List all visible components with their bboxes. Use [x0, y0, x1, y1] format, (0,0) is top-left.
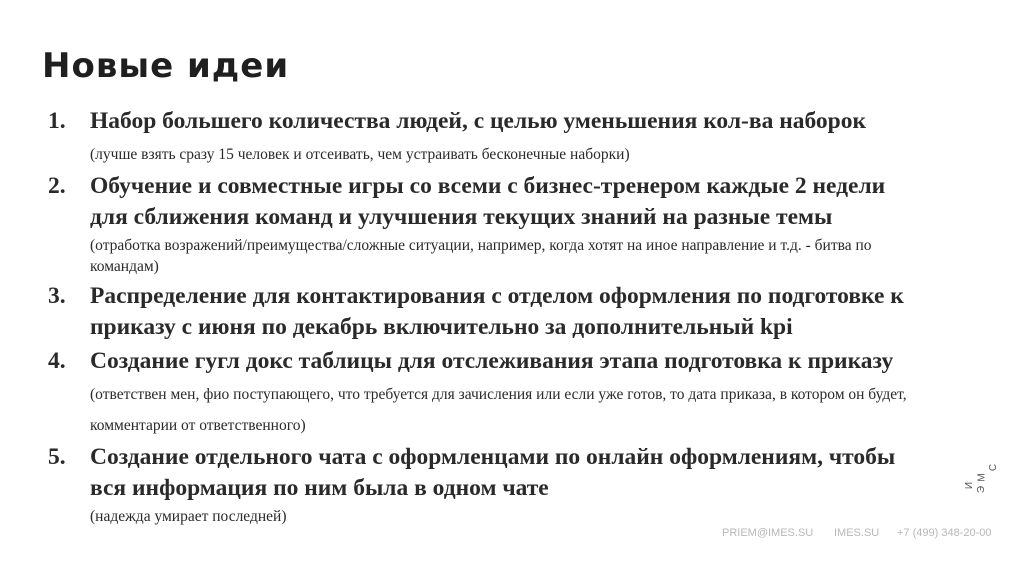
- item-note: (надежда умирает последней): [90, 508, 287, 525]
- slide-title: Новые идеи: [42, 46, 290, 86]
- list-item: [48, 346, 908, 439]
- logo-letter: М: [976, 473, 988, 482]
- item-number: 5.: [48, 444, 66, 470]
- footer-site-link[interactable]: IMES.SU: [834, 527, 880, 539]
- item-number: 3.: [48, 283, 66, 309]
- item-number: 1.: [48, 108, 66, 134]
- item-text: Обучение и совместные игры со всеми с бизнес-тренером каждые 2 недели для сближения команд и улучшения текущих знаний на разные темы: [90, 173, 886, 230]
- footer-phone: +7 (499) 348-20-00: [897, 527, 992, 539]
- item-text: Создание отдельного чата с оформленцами по онлайн оформлениям, чтобы вся информация по ним была в одном чате: [90, 444, 896, 501]
- imes-logo: [964, 450, 1000, 510]
- logo-letter: И: [964, 481, 976, 490]
- ideas-list: [48, 106, 908, 531]
- item-text: Создание гугл докс таблицы для отслеживания этапа подготовка к приказу: [90, 348, 894, 374]
- list-item: [48, 442, 908, 527]
- item-note: (лучше взять сразу 15 человек и отсеивать, чем устраивать бесконечные наборки): [90, 146, 630, 163]
- item-note: (ответствен мен, фио поступающего, что требуется для зачисления или если уже готов, то дата приказа, в котором он будет, комментарии от ответственного): [90, 386, 907, 434]
- item-number: 2.: [48, 173, 66, 199]
- list-item: [48, 281, 908, 343]
- item-number: 4.: [48, 348, 66, 374]
- item-note: (отработка возражений/преимущества/сложные ситуации, например, когда хотят на иное направление и т.д. - битва по командам): [90, 237, 872, 275]
- item-text: Набор большего количества людей, с целью уменьшения кол-ва наборок: [90, 108, 867, 134]
- list-item: [48, 106, 908, 168]
- footer-email-link[interactable]: PRIEM@IMES.SU: [722, 527, 814, 539]
- logo-letter: Э: [976, 485, 988, 494]
- list-item: [48, 171, 908, 277]
- logo-letter: С: [988, 463, 1000, 472]
- item-text: Распределение для контактирования с отделом оформления по подготовке к приказу с июня по декабрь включительно за дополнительный kpi: [90, 283, 904, 340]
